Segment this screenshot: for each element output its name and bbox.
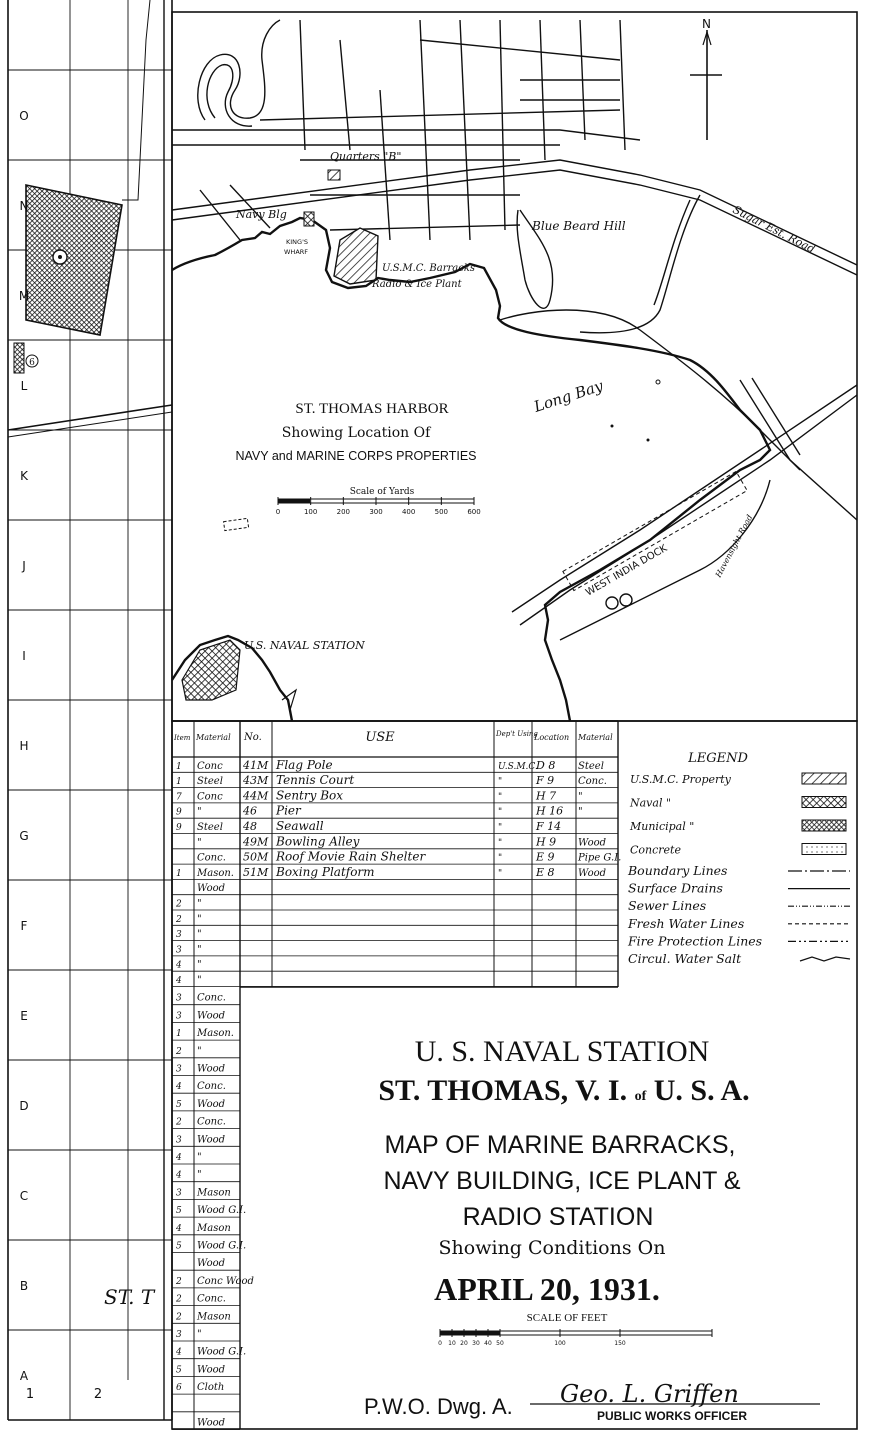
- col-header-material-2: Material: [578, 733, 613, 742]
- list-item: [176, 1187, 231, 1198]
- table-cell-item: 9: [176, 807, 182, 818]
- grid-letter-c: C: [19, 1189, 29, 1203]
- feet-scale-tick: 10: [448, 1340, 456, 1347]
- table-cell-dept: ": [498, 838, 503, 849]
- col-header-location: Location: [534, 733, 570, 742]
- table-cell-item: 7: [176, 792, 182, 803]
- table-cell-material: ": [197, 959, 202, 971]
- table-cell-item: 3: [176, 945, 182, 956]
- list-item: [175, 1311, 231, 1322]
- table-cell-dept: U.S.M.C.: [498, 761, 538, 772]
- table-cell-number: 50M: [243, 850, 269, 864]
- table-cell-use: Roof Movie Rain Shelter: [276, 849, 426, 864]
- lower-cell-material: Wood G.I.: [197, 1205, 247, 1217]
- table-cell-material: Conc: [197, 791, 223, 803]
- list-item: [176, 1099, 225, 1110]
- lower-cell-material: Wood: [197, 1010, 226, 1022]
- table-cell-material-2: Pipe G.I.: [578, 852, 622, 864]
- label-blue-beard-hill: Blue Beard Hill: [532, 219, 626, 233]
- grid-letter-n: N: [19, 199, 29, 213]
- left-adjacent-map: [8, 0, 172, 1420]
- table-cell-location: H 16: [536, 804, 564, 818]
- usmc-barracks-parcel: [334, 228, 378, 284]
- table-cell-location: H 9: [536, 835, 557, 849]
- table-cell-location: E 9: [536, 850, 555, 864]
- lower-cell-item: 2: [176, 1312, 182, 1323]
- lower-cell-item: 4: [176, 1082, 182, 1093]
- table-cell-material-2: Conc.: [578, 776, 607, 788]
- list-item: [175, 1276, 254, 1287]
- table-cell-dept: ": [498, 823, 503, 833]
- lower-cell-material: Conc.: [197, 1116, 226, 1128]
- table-cell-use: Pier: [276, 803, 301, 818]
- naval-parcel-left: [26, 185, 122, 335]
- title-radio-station: RADIO STATION: [462, 1203, 654, 1231]
- partial-place-label: ST. T: [104, 1285, 155, 1309]
- label-sugar-estate-road: Sugar Est. Road: [730, 203, 818, 256]
- title-map-of-barracks: MAP OF MARINE BARRACKS,: [384, 1131, 736, 1159]
- lower-cell-material: ": [197, 1152, 202, 1163]
- table-row: [176, 788, 583, 802]
- col-header-no: No.: [244, 732, 262, 743]
- grid-letter-a: A: [19, 1369, 29, 1383]
- legend-swatch: [802, 844, 846, 855]
- harbor-map: [172, 12, 857, 721]
- lower-cell-item: 5: [176, 1206, 182, 1217]
- label-kings-wharf-2: WHARF: [284, 248, 309, 256]
- table-cell-material: ": [197, 837, 202, 849]
- col-header-use: USE: [365, 730, 395, 745]
- legend-line-boundary: [627, 863, 850, 878]
- list-item: [176, 1028, 234, 1039]
- harbor-scale-tick: 600: [467, 508, 481, 516]
- label-usmc-barracks: U.S.M.C. Barracks: [382, 263, 476, 274]
- lower-cell-item: 3: [176, 1330, 182, 1340]
- lower-cell-material: Wood G.I.: [197, 1240, 247, 1252]
- table-cell-use: Sentry Box: [276, 788, 344, 803]
- grid-letter-m: M: [18, 289, 30, 303]
- col-header-material: Material: [196, 733, 231, 742]
- lower-cell-material: Cloth: [197, 1382, 225, 1394]
- north-arrow: [690, 17, 722, 140]
- table-cell-location: F 14: [536, 820, 562, 833]
- north-label: N: [702, 17, 711, 31]
- table-cell-item: 1: [176, 777, 182, 788]
- quarters-b-parcel: [328, 170, 340, 180]
- lower-cell-material: Wood: [197, 1417, 226, 1429]
- table-cell-dept: ": [498, 792, 503, 803]
- legend-line-label: Sewer Lines: [628, 898, 707, 914]
- signature: Geo. L. Griffen: [560, 1380, 739, 1408]
- lower-cell-item: 3: [176, 993, 182, 1004]
- table-row: [176, 929, 202, 940]
- harbor-title: ST. THOMAS HARBOR: [295, 401, 449, 417]
- table-cell-use: Bowling Alley: [276, 834, 360, 849]
- lower-cell-material: Wood: [197, 1134, 226, 1146]
- grid-letter-labels: [19, 109, 29, 1383]
- title-block: [364, 1035, 820, 1423]
- table-row: [176, 819, 561, 833]
- table-cell-material: Mason.: [197, 867, 234, 879]
- lower-cell-item: 3: [176, 1064, 182, 1075]
- label-quarters-b: Quarters "B": [330, 150, 402, 163]
- table-cell-dept: ": [498, 853, 503, 864]
- lower-cell-material: Mason: [197, 1187, 231, 1199]
- grid-letter-k: K: [20, 469, 28, 483]
- harbor-scale-bar: [276, 487, 481, 516]
- grid-letter-f: F: [20, 919, 28, 933]
- title-date: APRIL 20, 1931.: [434, 1271, 660, 1307]
- table-cell-number: 44M: [243, 789, 269, 803]
- lower-cell-material: Conc.: [197, 992, 226, 1004]
- navy-building-parcel: [304, 212, 314, 226]
- legend-line-label: Fresh Water Lines: [628, 915, 745, 931]
- harbor-scale-tick: 500: [434, 508, 449, 516]
- harbor-subtitle: Showing Location Of: [281, 425, 431, 441]
- table-cell-material: ": [197, 913, 202, 925]
- table-cell-material: Conc.: [197, 852, 226, 864]
- list-item: [176, 1329, 202, 1340]
- table-cell-use: Tennis Court: [276, 773, 355, 788]
- table-cell-number: 51M: [243, 865, 269, 879]
- table-cell-item: 1: [176, 868, 182, 879]
- table-cell-material: ": [197, 929, 202, 941]
- harbor-scale-tick: 0: [275, 508, 281, 516]
- harbor-scale-tick: 400: [401, 508, 416, 516]
- list-item: [197, 1418, 225, 1429]
- lower-cell-item: 3: [176, 1135, 182, 1146]
- lower-cell-material: Conc Wood: [197, 1275, 254, 1287]
- label-long-bay: Long Bay: [531, 376, 606, 416]
- legend-label: Naval ": [630, 796, 672, 810]
- grid-letter-b: B: [19, 1279, 29, 1293]
- lower-cell-material: Wood: [197, 1258, 226, 1270]
- label-radio-ice-plant: Radio & Ice Plant: [372, 279, 462, 290]
- list-item: [176, 1205, 246, 1216]
- list-item: [176, 1382, 224, 1393]
- legend-item-stipple: [630, 844, 846, 857]
- feet-scale-tick: 40: [484, 1340, 492, 1347]
- grid-letter-h: H: [19, 739, 29, 753]
- table-cell-material-2: ": [578, 791, 583, 803]
- title-naval-station: U. S. NAVAL STATION: [414, 1035, 710, 1068]
- lower-cell-item: 2: [176, 1117, 182, 1128]
- legend-title: LEGEND: [688, 751, 748, 766]
- col-header-dept: Dep't Using: [496, 730, 538, 738]
- signer-title: PUBLIC WORKS OFFICER: [597, 1409, 747, 1423]
- legend-line-label: Fire Protection Lines: [628, 933, 763, 949]
- table-row: [197, 834, 606, 848]
- small-parcel-left: [14, 343, 24, 373]
- label-havensight-road: Havensight Road: [713, 513, 755, 579]
- feet-scale-tick: 100: [554, 1340, 566, 1347]
- legend-item-dense-crosshatch: [629, 820, 846, 833]
- legend-swatch: [802, 820, 846, 831]
- legend-item-crosshatch: [629, 797, 846, 810]
- grid-letter-i: I: [22, 649, 26, 663]
- table-cell-item: 2: [176, 899, 182, 910]
- legend-line-fire: [627, 933, 850, 948]
- table-cell-number: 41M: [243, 758, 269, 772]
- list-item: [176, 1364, 225, 1375]
- label-west-india-dock: WEST INDIA DOCK: [584, 543, 670, 599]
- table-row: [175, 960, 202, 971]
- legend-line-label: Circul. Water Salt: [628, 951, 742, 966]
- table-cell-material: ": [197, 806, 202, 818]
- table-cell-material-2: ": [578, 806, 583, 818]
- lower-cell-item: 3: [176, 1011, 182, 1022]
- circle-number: 6: [29, 358, 35, 368]
- table-cell-item: 4: [176, 976, 182, 986]
- lower-cell-material: Wood: [197, 1364, 226, 1376]
- lower-cell-material: Conc.: [197, 1293, 226, 1305]
- harbor-properties-line: NAVY and MARINE CORPS PROPERTIES: [235, 449, 477, 463]
- lower-cell-item: 3: [176, 1188, 182, 1199]
- list-item: [175, 1152, 202, 1163]
- list-item: [175, 1081, 226, 1092]
- lower-cell-item: 4: [176, 1170, 182, 1181]
- lower-cell-material: Wood G.I.: [197, 1346, 247, 1358]
- list-item: [176, 1010, 225, 1021]
- table-cell-material: Conc: [197, 760, 223, 772]
- table-row: [175, 975, 202, 986]
- table-cell-material: Steel: [197, 776, 223, 788]
- legend-line-label: Boundary Lines: [628, 863, 728, 878]
- lower-cell-item: 5: [176, 1241, 182, 1252]
- grid-letter-d: D: [19, 1099, 29, 1113]
- list-item: [175, 1347, 246, 1358]
- feet-scale-bar: [438, 1329, 712, 1347]
- feet-scale-tick: 0: [438, 1340, 442, 1347]
- table-cell-dept: ": [498, 777, 503, 788]
- feet-scale-label: SCALE OF FEET: [526, 1312, 608, 1324]
- lower-cell-material: Mason: [197, 1311, 231, 1323]
- table-cell-item: 1: [176, 761, 182, 772]
- legend-line-sewer: [628, 898, 850, 913]
- lower-cell-material: ": [197, 1169, 202, 1181]
- table-cell-material: ": [197, 944, 202, 956]
- lower-cell-item: 4: [176, 1223, 182, 1234]
- legend-label: Concrete: [630, 843, 681, 857]
- title-st-thomas: ST. THOMAS, V. I. of U. S. A.: [378, 1074, 750, 1107]
- table-cell-item: 9: [176, 823, 182, 833]
- list-item: [176, 1241, 246, 1252]
- legend-item-hatch-light: [630, 773, 846, 786]
- lower-cell-material: ": [197, 1045, 202, 1057]
- lower-cell-item: 5: [176, 1365, 182, 1376]
- table-cell-number: 43M: [243, 774, 269, 788]
- table-cell-use: Boxing Platform: [276, 864, 375, 879]
- table-cell-material: Steel: [197, 822, 223, 833]
- legend-line-salt: [628, 951, 850, 966]
- list-item: [176, 993, 226, 1004]
- col-header-item: Item: [174, 734, 191, 742]
- legend-swatch: [802, 773, 846, 784]
- lower-cell-item: 5: [176, 1099, 182, 1110]
- table-cell-material: ": [197, 898, 202, 910]
- label-kings-wharf-1: KING'S: [286, 238, 308, 246]
- lower-cell-item: 2: [176, 1046, 182, 1057]
- table-cell-item: 4: [176, 960, 182, 971]
- lower-cell-material: Wood: [197, 1063, 226, 1075]
- svg-text:Scale of Yards: Scale of Yards: [349, 487, 415, 497]
- lower-cell-item: 4: [176, 1347, 182, 1358]
- table-cell-location: F 9: [536, 774, 555, 788]
- list-item: [176, 1134, 225, 1145]
- table-cell-item: 2: [176, 914, 182, 925]
- feet-scale-tick: 20: [460, 1340, 468, 1347]
- table-cell-number: 49M: [243, 835, 269, 849]
- table-cell-location: H 7: [536, 789, 557, 803]
- table-cell-number: 48: [243, 820, 257, 833]
- feet-scale-tick: 30: [472, 1340, 480, 1347]
- grid-letter-o: O: [19, 109, 29, 123]
- lower-panel: [172, 721, 857, 1430]
- legend-line-sample: [800, 957, 850, 961]
- grid-letter-e: E: [20, 1009, 28, 1023]
- table-cell-material-2: Wood: [578, 837, 607, 849]
- table-cell-item: 3: [176, 930, 182, 941]
- drawing-number: P.W.O. Dwg. A.: [364, 1394, 513, 1419]
- harbor-scale-tick: 200: [336, 508, 351, 516]
- table-row: [176, 944, 202, 955]
- legend-label: Municipal ": [630, 820, 695, 833]
- grid-letter-l: L: [20, 379, 28, 393]
- table-cell-location: D 8: [536, 758, 556, 772]
- feet-scale-tick: 150: [614, 1340, 626, 1347]
- lower-cell-item: 1: [176, 1029, 182, 1040]
- table-cell-dept: ": [498, 807, 503, 818]
- lower-cell-material: ": [197, 1329, 202, 1340]
- lower-cell-item: 2: [176, 1294, 182, 1305]
- label-naval-station: U.S. NAVAL STATION: [244, 639, 365, 652]
- grid-number-1: 1: [25, 1387, 35, 1402]
- grid-number-2: 2: [93, 1387, 103, 1402]
- naval-station-parcel: [182, 640, 240, 700]
- town-streets: [172, 20, 857, 640]
- legend: [627, 751, 850, 966]
- list-item: [175, 1170, 202, 1181]
- table-cell-location: E 8: [536, 865, 555, 879]
- table-cell-use: Seawall: [276, 819, 324, 833]
- harbor-scale-tick: 100: [303, 508, 318, 516]
- table-cell-material-2: Steel: [578, 760, 604, 772]
- lower-cell-material: Wood: [197, 1098, 226, 1110]
- legend-label: U.S.M.C. Property: [630, 773, 731, 786]
- lower-cell-item: 4: [176, 1153, 182, 1163]
- list-item: [197, 1258, 225, 1269]
- list-item: [175, 1294, 226, 1305]
- grid-letter-g: G: [19, 829, 29, 843]
- table-cell-dept: ": [498, 868, 503, 879]
- legend-line-label: Surface Drains: [628, 880, 723, 896]
- lower-cell-material: Mason: [197, 1222, 231, 1234]
- title-navy-building: NAVY BUILDING, ICE PLANT &: [383, 1167, 741, 1195]
- table-row: [197, 883, 225, 894]
- grid-letter-j: J: [22, 559, 26, 573]
- legend-swatch: [802, 797, 846, 808]
- list-item: [175, 1046, 202, 1057]
- lower-cell-item: 2: [176, 1276, 182, 1287]
- table-cell-use: Flag Pole: [276, 757, 333, 772]
- lower-cell-item: 6: [176, 1383, 182, 1394]
- table-cell-material: ": [197, 975, 202, 986]
- table-cell-material-2: Wood: [578, 867, 607, 879]
- harbor-scale-tick: 300: [369, 508, 383, 516]
- list-item: [175, 1223, 231, 1234]
- table-row: [176, 804, 583, 818]
- title-showing-conditions: Showing Conditions On: [438, 1237, 666, 1259]
- list-item: [175, 1117, 226, 1128]
- lower-cell-material: Mason.: [197, 1028, 234, 1040]
- feet-scale-tick: 50: [496, 1340, 504, 1347]
- label-navy-bldg: Navy Blg: [236, 208, 287, 221]
- legend-line-fresh: [627, 916, 850, 931]
- table-cell-material: Wood: [197, 883, 226, 895]
- table-row: [175, 899, 202, 910]
- table-row: [197, 850, 621, 864]
- lower-cell-material: Conc.: [197, 1081, 226, 1093]
- list-item: [176, 1064, 225, 1075]
- table-cell-number: 46: [243, 804, 257, 818]
- table-row: [175, 914, 202, 925]
- legend-line-drain: [628, 881, 850, 896]
